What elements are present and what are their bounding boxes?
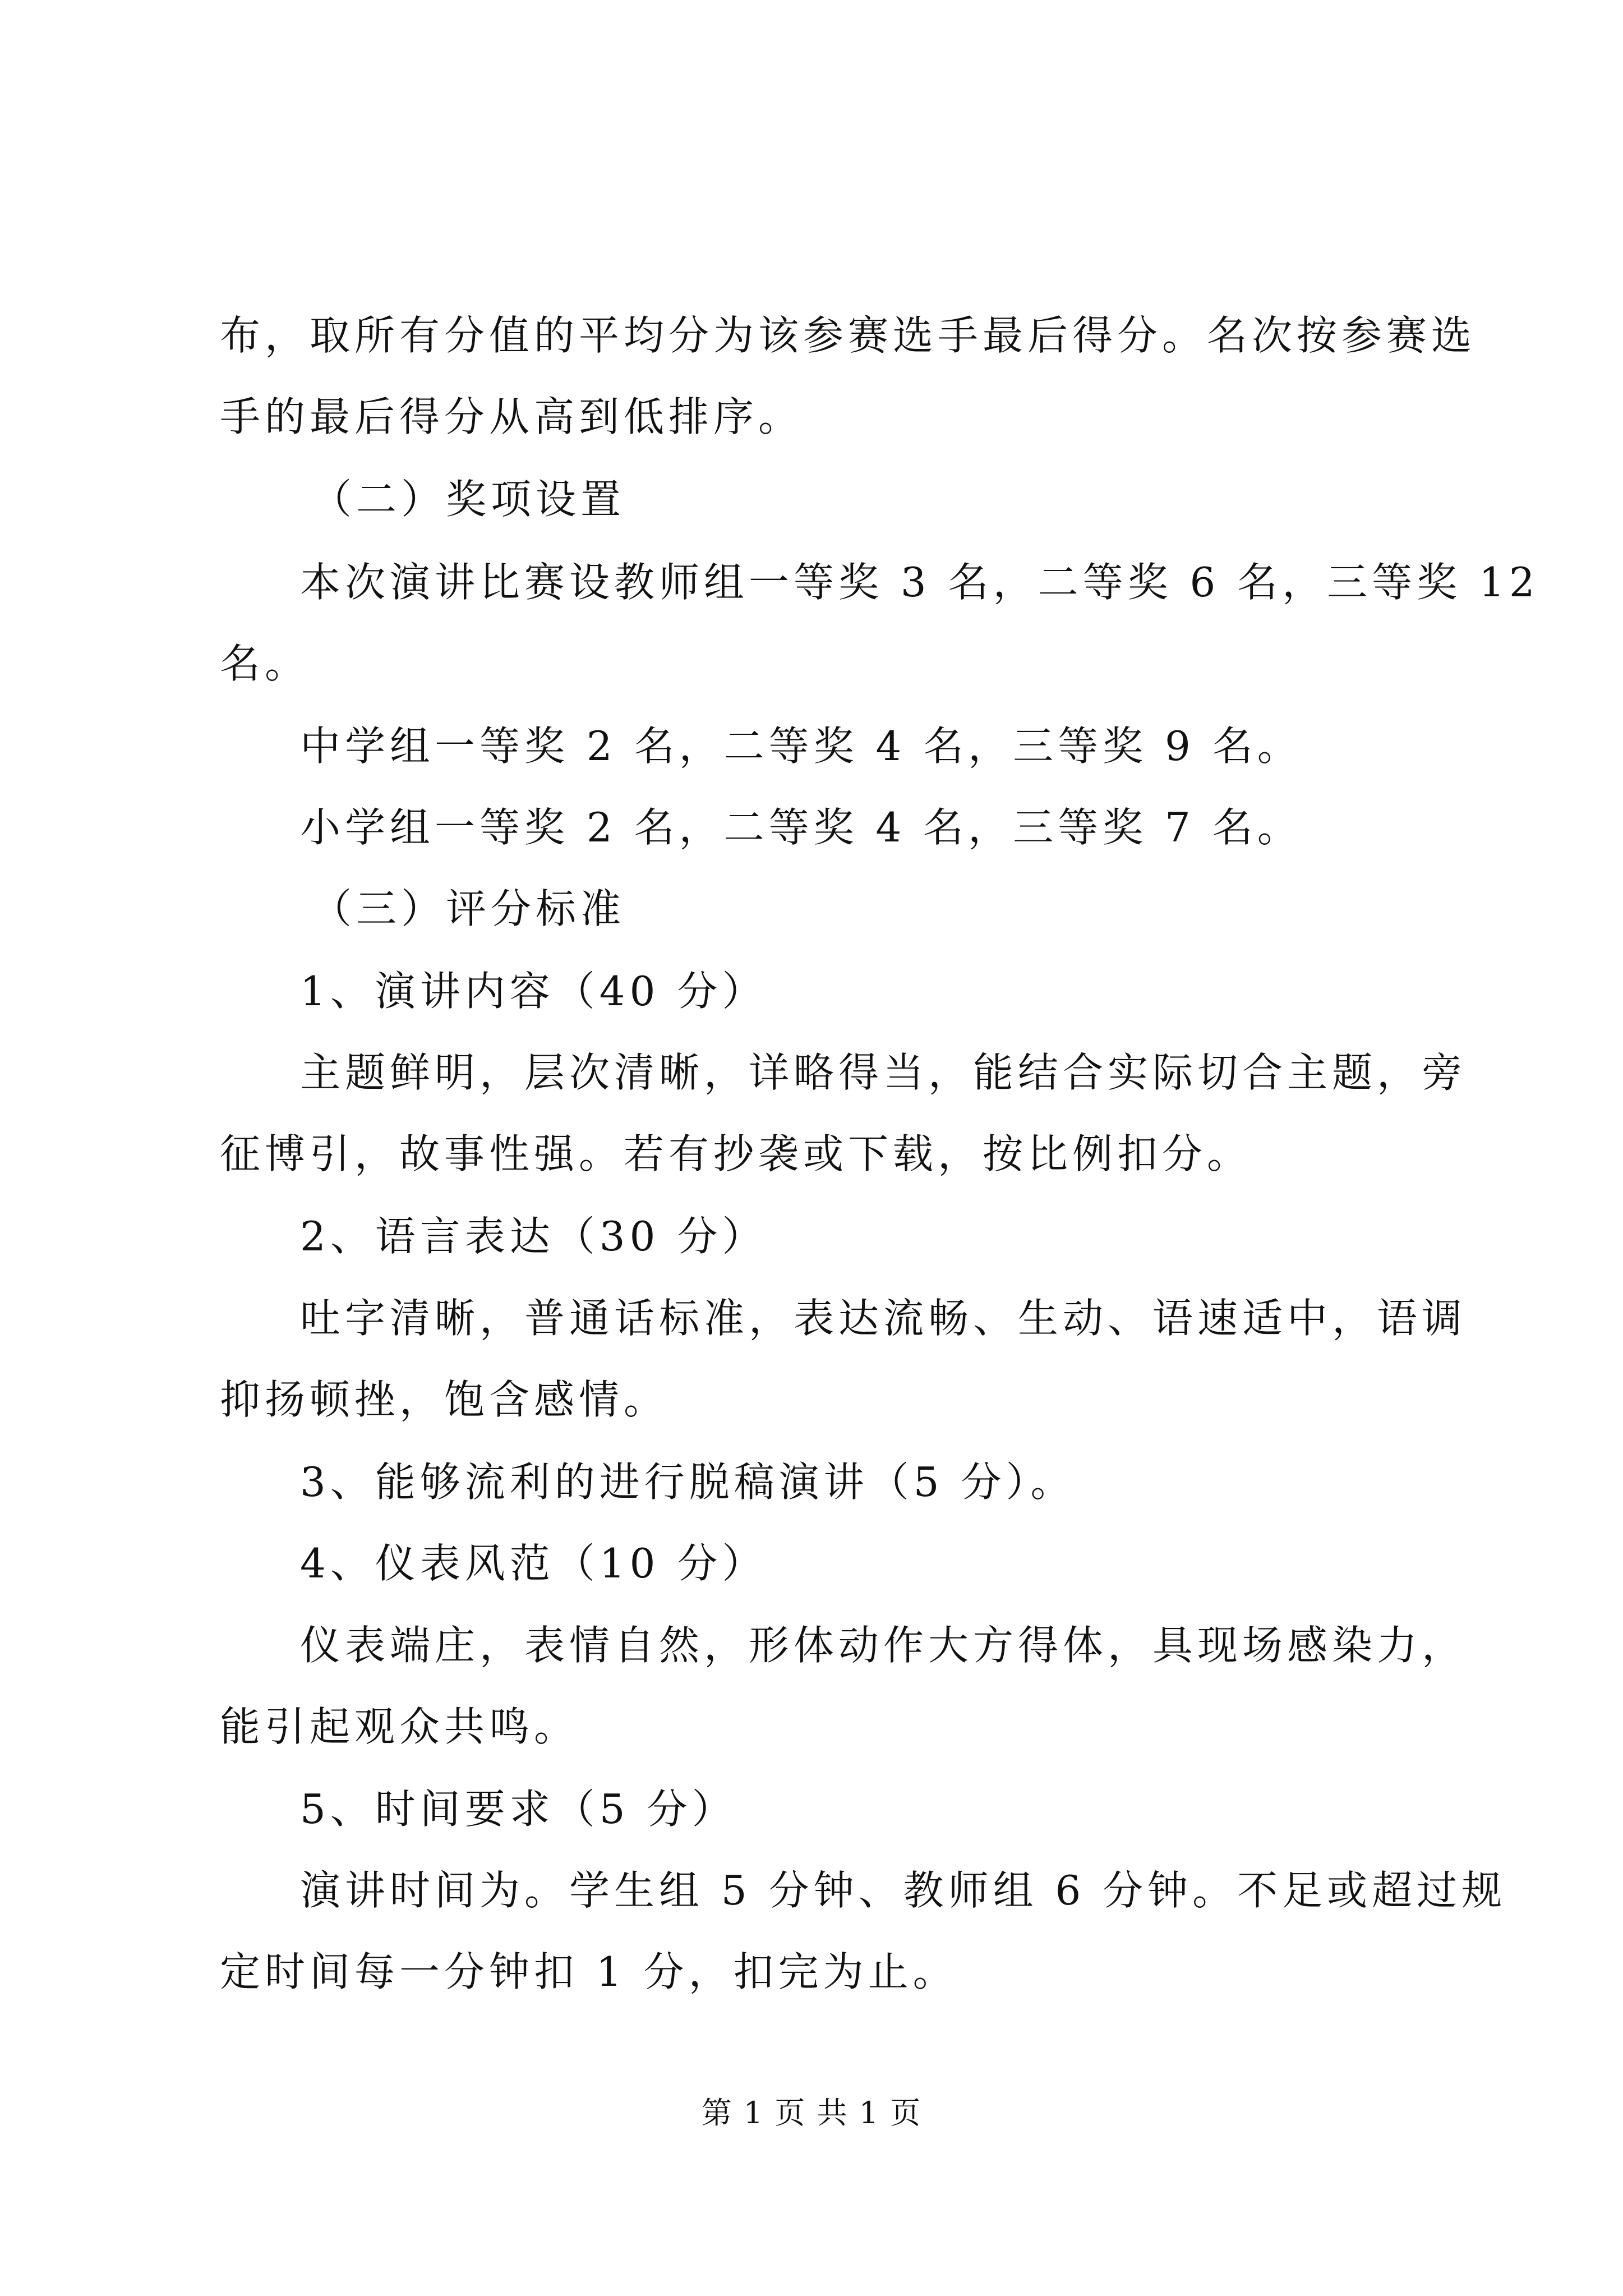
criterion-1-text-line-2: 征博引，故事性强。若有抄袭或下载，按比例扣分。 [220,1130,1252,1177]
criterion-4-text-line-1: 仪表端庄，表情自然，形体动作大方得体，具现场感染力， [300,1622,1467,1669]
criterion-1-text-line-1: 主题鲜明，层次清晰，详略得当，能结合实际切合主题，旁 [300,1049,1467,1096]
criterion-1-heading: 1、演讲内容（40 分） [300,968,767,1015]
criterion-5-heading: 5、时间要求（5 分） [300,1786,737,1833]
section-heading-scoring: （三）评分标准 [311,885,626,932]
criterion-5-text-line-1: 演讲时间为。学生组 5 分钟、教师组 6 分钟。不足或超过规 [300,1867,1507,1914]
paragraph-1-line-1: 布，取所有分值的平均分为该参赛选手最后得分。名次按参赛选 [220,312,1477,359]
paragraph-awards-middle-school: 中学组一等奖 2 名，二等奖 4 名，三等奖 9 名。 [300,723,1302,770]
criterion-2-text-line-2: 抑扬顿挫，饱含感情。 [220,1376,669,1423]
section-heading-awards: （二）奖项设置 [311,476,626,523]
paragraph-awards-primary-school: 小学组一等奖 2 名，二等奖 4 名，三等奖 7 名。 [300,804,1302,851]
criterion-2-heading: 2、语言表达（30 分） [300,1213,767,1260]
criterion-3-heading: 3、能够流利的进行脱稿演讲（5 分）。 [300,1458,1076,1506]
criterion-5-text-line-2: 定时间每一分钟扣 1 分，扣完为止。 [220,1948,958,1995]
paragraph-awards-teacher-line-1: 本次演讲比赛设教师组一等奖 3 名，二等奖 6 名，三等奖 12 [300,559,1539,606]
paragraph-1-line-2: 手的最后得分从高到低排序。 [220,393,804,440]
paragraph-awards-teacher-line-2: 名。 [220,640,310,687]
criterion-4-heading: 4、仪表风范（10 分） [300,1540,767,1587]
criterion-4-text-line-2: 能引起观众共鸣。 [220,1703,579,1750]
page-footer: 第 1 页 共 1 页 [701,2095,922,2131]
criterion-2-text-line-1: 吐字清晰，普通话标准，表达流畅、生动、语速适中，语调 [300,1295,1467,1342]
